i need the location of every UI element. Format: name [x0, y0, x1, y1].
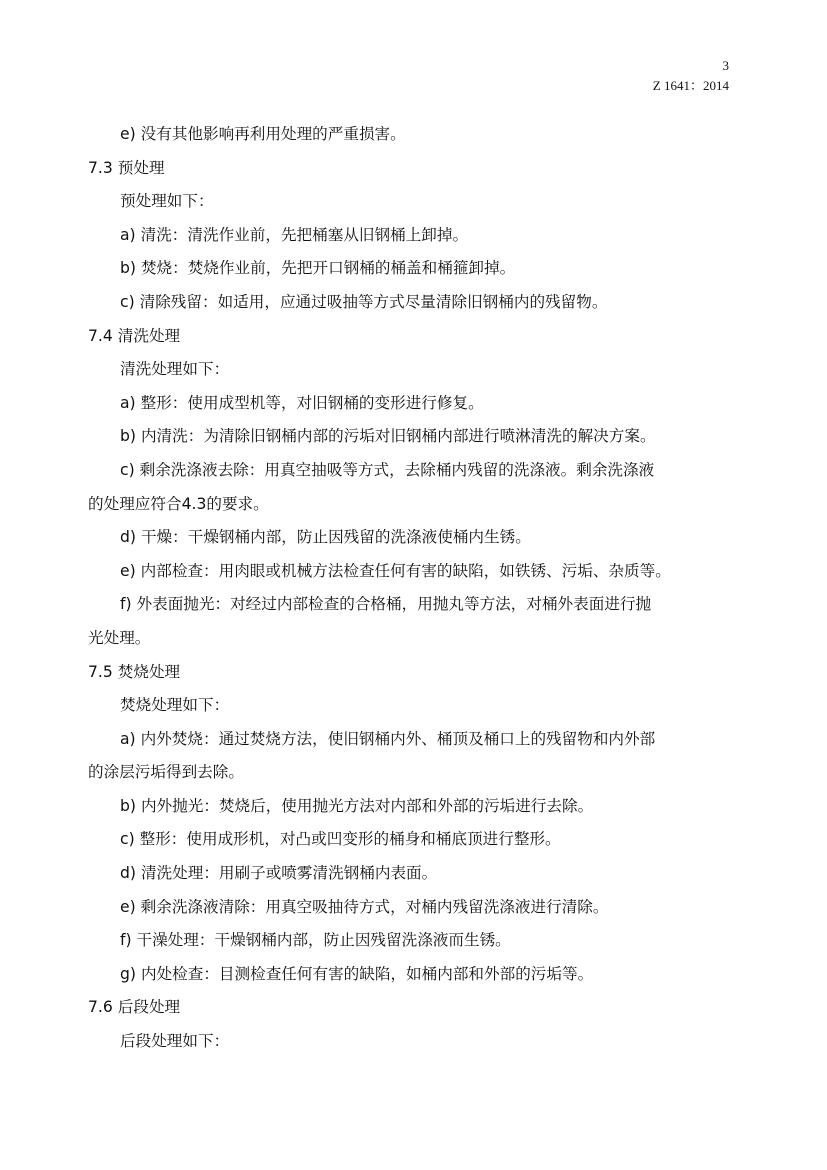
- page-header: [653, 56, 729, 96]
- paragraph-continuation: 的处理应符合4.3的要求。: [88, 494, 269, 513]
- paragraph-line: d) 清洗处理：用刷子或喷雾清洗钢桶内表面。: [120, 864, 438, 883]
- paragraph-line: c) 清除残留：如适用，应通过吸抽等方式尽量清除旧钢桶内的残留物。: [120, 292, 608, 311]
- paragraph-line: g) 内处检查：目测检查任何有害的缺陷，如桶内部和外部的污垢等。: [120, 964, 594, 983]
- paragraph-line: e) 内部检查：用肉眼或机械方法检查任何有害的缺陷，如铁锈、污垢、杂质等。: [120, 561, 671, 580]
- document-body: [88, 118, 738, 1059]
- paragraph-line: 焚烧处理如下：: [120, 696, 230, 715]
- paragraph-line: c) 整形：使用成形机，对凸或凹变形的桶身和桶底顶进行整形。: [120, 830, 561, 849]
- paragraph-line: b) 焚烧：焚烧作业前，先把开口钢桶的桶盖和桶箍卸掉。: [120, 259, 516, 278]
- paragraph-line: 后段处理如下：: [120, 1032, 230, 1051]
- paragraph-line: f) 外表面抛光：对经过内部检查的合格桶，用抛丸等方法，对桶外表面进行抛: [120, 595, 652, 614]
- paragraph-line: b) 内清洗：为清除旧钢桶内部的污垢对旧钢桶内部进行喷淋清洗的解决方案。: [120, 427, 656, 446]
- paragraph-continuation: 光处理。: [88, 628, 151, 647]
- paragraph-line: b) 内外抛光：焚烧后，使用抛光方法对内部和外部的污垢进行去除。: [120, 796, 594, 815]
- paragraph-line: a) 清洗：清洗作业前，先把桶塞从旧钢桶上卸掉。: [120, 225, 469, 244]
- section-heading: 7.5 焚烧处理: [88, 662, 181, 681]
- paragraph-line: e) 没有其他影响再利用处理的严重损害。: [120, 125, 406, 143]
- section-heading: 7.6 后段处理: [88, 998, 181, 1017]
- paragraph-continuation: 的涂层污垢得到去除。: [88, 763, 244, 782]
- section-heading: 7.3 预处理: [88, 158, 165, 177]
- page-number: 3: [722, 58, 729, 73]
- paragraph-line: c) 剩余洗涤液去除：用真空抽吸等方式，去除桶内残留的洗涤液。剩余洗涤液: [120, 460, 655, 479]
- section-heading: 7.4 清洗处理: [88, 326, 181, 345]
- standard-code: Z 1641：2014: [652, 78, 729, 93]
- paragraph-line: a) 内外焚烧：通过焚烧方法，使旧钢桶内外、桶顶及桶口上的残留物和内外部: [120, 729, 656, 748]
- paragraph-line: 预处理如下：: [120, 192, 214, 211]
- paragraph-line: e) 剩余洗涤液清除：用真空吸抽待方式，对桶内残留洗涤液进行清除。: [120, 897, 609, 916]
- paragraph-line: d) 干燥：干燥钢桶内部，防止因残留的洗涤液使桶内生锈。: [120, 528, 531, 547]
- paragraph-line: 清洗处理如下：: [120, 360, 230, 379]
- paragraph-line: a) 整形：使用成型机等，对旧钢桶的变形进行修复。: [120, 393, 484, 412]
- paragraph-line: f) 干澡处理：干燥钢桶内部，防止因残留洗涤液而生锈。: [120, 931, 511, 950]
